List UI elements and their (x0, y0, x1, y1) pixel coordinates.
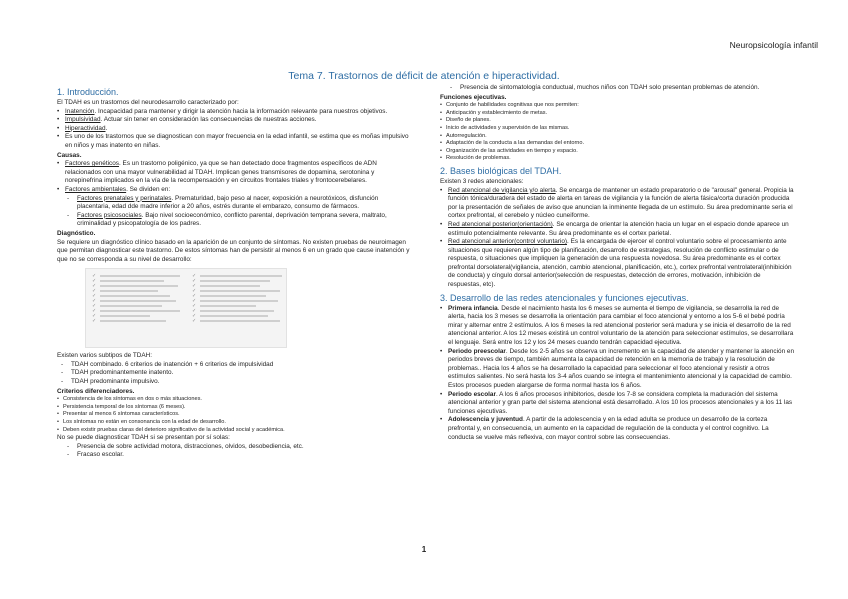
section-heading-intro: 1. Introducción. (57, 87, 119, 97)
executive-list (440, 102, 795, 163)
subtype-item: - TDAH combinado. 6 criterios de inatención + 6 criterios de impulsividad (57, 361, 412, 370)
symptoms-figure-column-impulsivity (192, 273, 284, 325)
trait-item: • Inatención. Incapacidad para mantener y dirigir la atención hacia la información relevante para nuestros objetivos. (57, 108, 412, 117)
criteria-item: • Consistencia de los síntomas en dos o más situaciones. (57, 396, 412, 404)
criteria-list (57, 396, 412, 434)
env-item: - Factores psicosociales. Bajo nivel socioeconómico, conflicto parental, deprivación temprana severa, maltrato, criminalidad y psicopatología de los padres. (57, 212, 412, 229)
left-column (57, 84, 412, 460)
symptoms-figure (85, 268, 287, 348)
network-item: • Red atencional anterior(control voluntario). Es la encargada de ejercer el control voluntario sobre el procesamiento ante situaciones que requieren algún tipo de planificación, desarrollo de estrategias, resolución de conflicto estimular o de respuesta, o situaciones que impliquen la generación de una respuesta novedosa. Su área predominante es el cortex prefrontal dorsolateral(vigilancia, atención, cambio atencional, planificación, etc.), cortex prefrontal ventrolateral(inhibición de conducta) y cíngulo dorsal anterior(selección de respuestas, detección de errores, motivación, inhibición de respuestas, etc). (440, 238, 795, 290)
network-item: • Red atencional posterior(orientación). Se encarga de orientar la atención hacia un lugar en el espacio donde aparece un estímulo potencialmente relevante. Su área predominante es el cortex parietal. (440, 221, 795, 238)
page-number: 1 (421, 545, 427, 554)
no-diagnosis-intro: No se puede diagnosticar TDAH si se presentan por sí solas: (57, 434, 230, 442)
trait-item: • Impulsividad. Actuar sin tener en consideración las consecuencias de nuestras acciones. (57, 116, 412, 125)
page-title: Tema 7. Trastornos de déficit de atención e hiperactividad. (288, 70, 560, 82)
executive-intro: • Conjunto de habilidades cognitivas que nos permiten: (440, 102, 795, 110)
criteria-heading: Criterios diferenciadores. (57, 387, 135, 395)
bases-intro: Existen 3 redes atencionales: (440, 177, 524, 185)
causes-heading: Causas. (57, 151, 82, 159)
page-header: Neuropsicología infantil (729, 40, 818, 50)
cause-genetic: • Factores genéticos. Es un trastorno poligénico, ya que se han detectado doce fragmentos específicos de ADN relacionados con una mayor vulnerabilidad al TDAH. Implican genes transmisores de dopamina, serotonina y norepinefrina implicados en la vía de la recompensación y en circuitos frontales triales y frontocerebelares. (57, 160, 412, 186)
executive-heading: Funciones ejecutivas. (440, 93, 507, 101)
executive-item: • Adaptación de la conducta a las demandas del entorno. (440, 140, 795, 148)
env-item: - Factores prenatales y perinatales. Prematuridad, bajo peso al nacer, exposición a neurotóxicos, disfunción placentaria, edad dde madre inferior a 20 años, estrés durante el embarazo, consumo de fármacos. (57, 195, 412, 212)
executive-item: • Organización de las actividades en tiempo y espacio. (440, 148, 795, 156)
stage-item: • Primera infancia. Desde el nacimiento hasta los 6 meses se aumenta el tiempo de vigilancia, se desarrolla la red de alerta, hacia los 3 meses se desarrolla la orientación para cambiar el foco atencional y entorno a los 5-6 el bebé podría mirar y alternar entre 2 estímulos. A los 6 meses la red atencional posterior será madura y se inicia el desarrollo de la red atencional anterior. A los 12 meses existirá un control voluntario de la atención para seleccionar estímulos, se desarrollara el lenguaje. Será entre los 12 y los 24 meses cuando tendrán capacidad ejecutiva. (440, 305, 795, 348)
executive-item: • Resolución de problemas. (440, 155, 795, 163)
executive-item: • Autorregulación. (440, 133, 795, 141)
intro-extra: • Es uno de los trastornos que se diagnostican con mayor frecuencia en la edad infantil, se estima que es moñas impulsivo en niños y mas inatento en niñas. (57, 133, 412, 150)
cause-environmental: • Factores ambientales. Se dividen en: (57, 186, 412, 195)
right-column (440, 84, 795, 442)
stage-item: • Periodo preescolar. Desde los 2-5 años se observa un incremento en la capacidad de atender y mantener la atención en periodos breves de tiempo, también aumenta la capacidad de retención en la memoria de trabajo y la resolución de problemas.. Hacia los 4 años se ha desarrollado la capacidad para seleccionar el foco atencional y resistir a otros estímulos salientes. No será hasta los 3-4 años cuando se integra el mantenimiento atencional y la capacidad de cambio. Estos procesos pueden alargarse de forma normal hasta los 6 años. (440, 348, 795, 391)
criteria-item: • Presentar al menos 6 síntomas característicos. (57, 411, 412, 419)
intro-line: El TDAH es un trastornos del neurodesarrollo caracterizado por: (57, 99, 239, 106)
subtype-item: - TDAH predominantemente inatento. (57, 369, 412, 378)
trait-item: • Hiperactividad. (57, 125, 412, 134)
diagnosis-heading: Diagnóstico. (57, 229, 96, 237)
subtype-item: - TDAH predominante impulsivo. (57, 378, 412, 387)
no-diagnosis-item: - Presencia de sobre actividad motora, distracciones, olvidos, desobediencia, etc. (57, 443, 412, 452)
no-diagnosis-item: - Fracaso escolar. (57, 451, 412, 460)
no-diagnosis-item: - Presencia de sintomatología conductual, muchos niños con TDAH solo presentan problemas de atención. (440, 84, 795, 93)
diagnosis-text: Se requiere un diagnóstico clínico basado en la aparición de un conjunto de síntomas. No existen pruebas de neuroimagen que permitan diagnosticar este trastorno. De estos síntomas han de persistir al menos 6 en un grado que cause inatención y que no se corresponda a su nivel de desarrollo: (57, 238, 410, 263)
executive-item: • Anticipación y establecimiento de metas. (440, 110, 795, 118)
criteria-item: • Persistencia temporal de los síntomas (6 meses). (57, 404, 412, 412)
stage-item: • Adolescencia y juventud. A partir de la adolescencia y en la edad adulta se produce un desarrollo de la corteza prefrontal y, en consecuencia, un aumento en la capacidad de regulación de la conducta y el control cognitivo. La conducta se vuelve más reflexiva, con mayor control sobre las consecuencias. (440, 416, 795, 442)
symptoms-figure-column-inattention (92, 273, 184, 325)
section-heading-bases: 2. Bases biológicas del TDAH. (440, 165, 562, 176)
criteria-item: • Los síntomas no están en consonancia con la edad de desarrollo. (57, 419, 412, 427)
executive-item: • Diseño de planes. (440, 117, 795, 125)
network-item: • Red atencional de vigilancia y/o alerta. Se encarga de mantener un estado preparatorio o de "arousal" general. Propicia la función tónica/duradera del estado de alerta en tareas de vigilancia y la función de alerta fásica/corta duración producida por la presentación de señales de aviso que anuncian la inminente llegada de un estímulo. Su área predominante sería el cortex prefrontal, el cerebelo y núcleo cuneiforme. (440, 187, 795, 221)
stage-item: • Periodo escolar. A los 6 años procesos inhibitorios, desde los 7-8 se considera completa la maduración del sistema atencional anterior y gran parte del sistema atencional está desarrollado. A los 10 los procesos atencionales y a los 11 las funciones ejecutivas. (440, 391, 795, 417)
criteria-item: • Deben existir pruebas claras del deterioro significativo de la actividad social y académica. (57, 427, 412, 435)
subtypes-intro: Existen varios subtipos de TDAH: (57, 352, 153, 360)
section-heading-development: 3. Desarrollo de las redes atencionales y funciones ejecutivas. (440, 292, 689, 303)
executive-item: • Inicio de actividades y supervisión de las mismas. (440, 125, 795, 133)
